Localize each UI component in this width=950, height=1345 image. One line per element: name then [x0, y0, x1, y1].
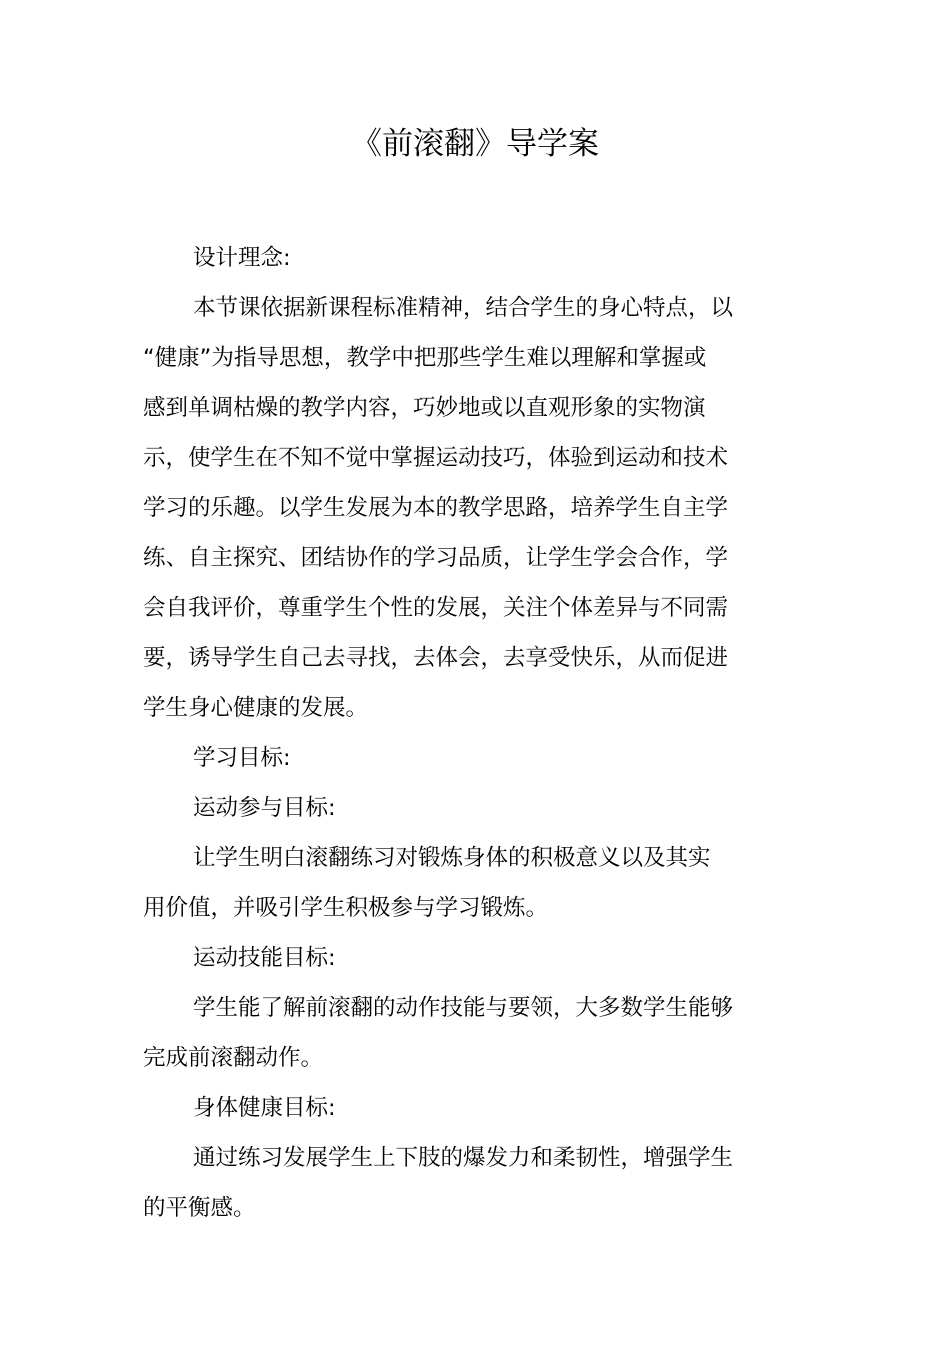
- paragraph-line: 要，诱导学生自己去寻找，去体会，去享受快乐，从而促进: [143, 645, 729, 671]
- paragraph-line: 学生能了解前滚翻的动作技能与要领，大多数学生能够: [193, 995, 734, 1021]
- participation-paragraph: [143, 833, 743, 933]
- paragraph-line: 完成前滚翻动作。: [143, 1045, 324, 1071]
- paragraph-line: 会自我评价，尊重学生个性的发展，关注个体差异与不同需: [143, 595, 729, 621]
- paragraph-line: 练、自主探究、团结协作的学习品质，让学生学会合作，学: [143, 545, 729, 571]
- design-paragraph: [143, 283, 743, 733]
- paragraph-line: 感到单调枯燥的教学内容，巧妙地或以直观形象的实物演: [143, 395, 706, 421]
- health-paragraph: [143, 1133, 743, 1233]
- paragraph-line: 学习的乐趣。以学生发展为本的教学思路，培养学生自主学: [143, 495, 729, 521]
- paragraph-line: 学生身心健康的发展。: [143, 695, 369, 721]
- paragraph-line: 让学生明白滚翻练习对锻炼身体的积极意义以及其实: [193, 845, 711, 871]
- participation-heading: 运动参与目标:: [193, 795, 336, 821]
- skill-heading: 运动技能目标:: [193, 945, 336, 971]
- paragraph-line: 通过练习发展学生上下肢的爆发力和柔韧性，增强学生: [193, 1145, 734, 1171]
- goals-heading: 学习目标:: [193, 745, 291, 771]
- design-heading: 设计理念:: [193, 245, 291, 271]
- health-heading: 身体健康目标:: [193, 1095, 336, 1121]
- document-title: 《前滚翻》导学案: [351, 126, 599, 162]
- document-body: [143, 233, 743, 1233]
- paragraph-line: 示，使学生在不知不觉中掌握运动技巧，体验到运动和技术: [143, 445, 729, 471]
- skill-paragraph: [143, 983, 743, 1083]
- paragraph-line: 的平衡感。: [143, 1195, 256, 1221]
- paragraph-line: “健康”为指导思想，教学中把那些学生难以理解和掌握或: [143, 345, 707, 371]
- paragraph-line: 用价值，并吸引学生积极参与学习锻炼。: [143, 895, 549, 921]
- paragraph-line: 本节课依据新课程标准精神，结合学生的身心特点，以: [193, 295, 734, 321]
